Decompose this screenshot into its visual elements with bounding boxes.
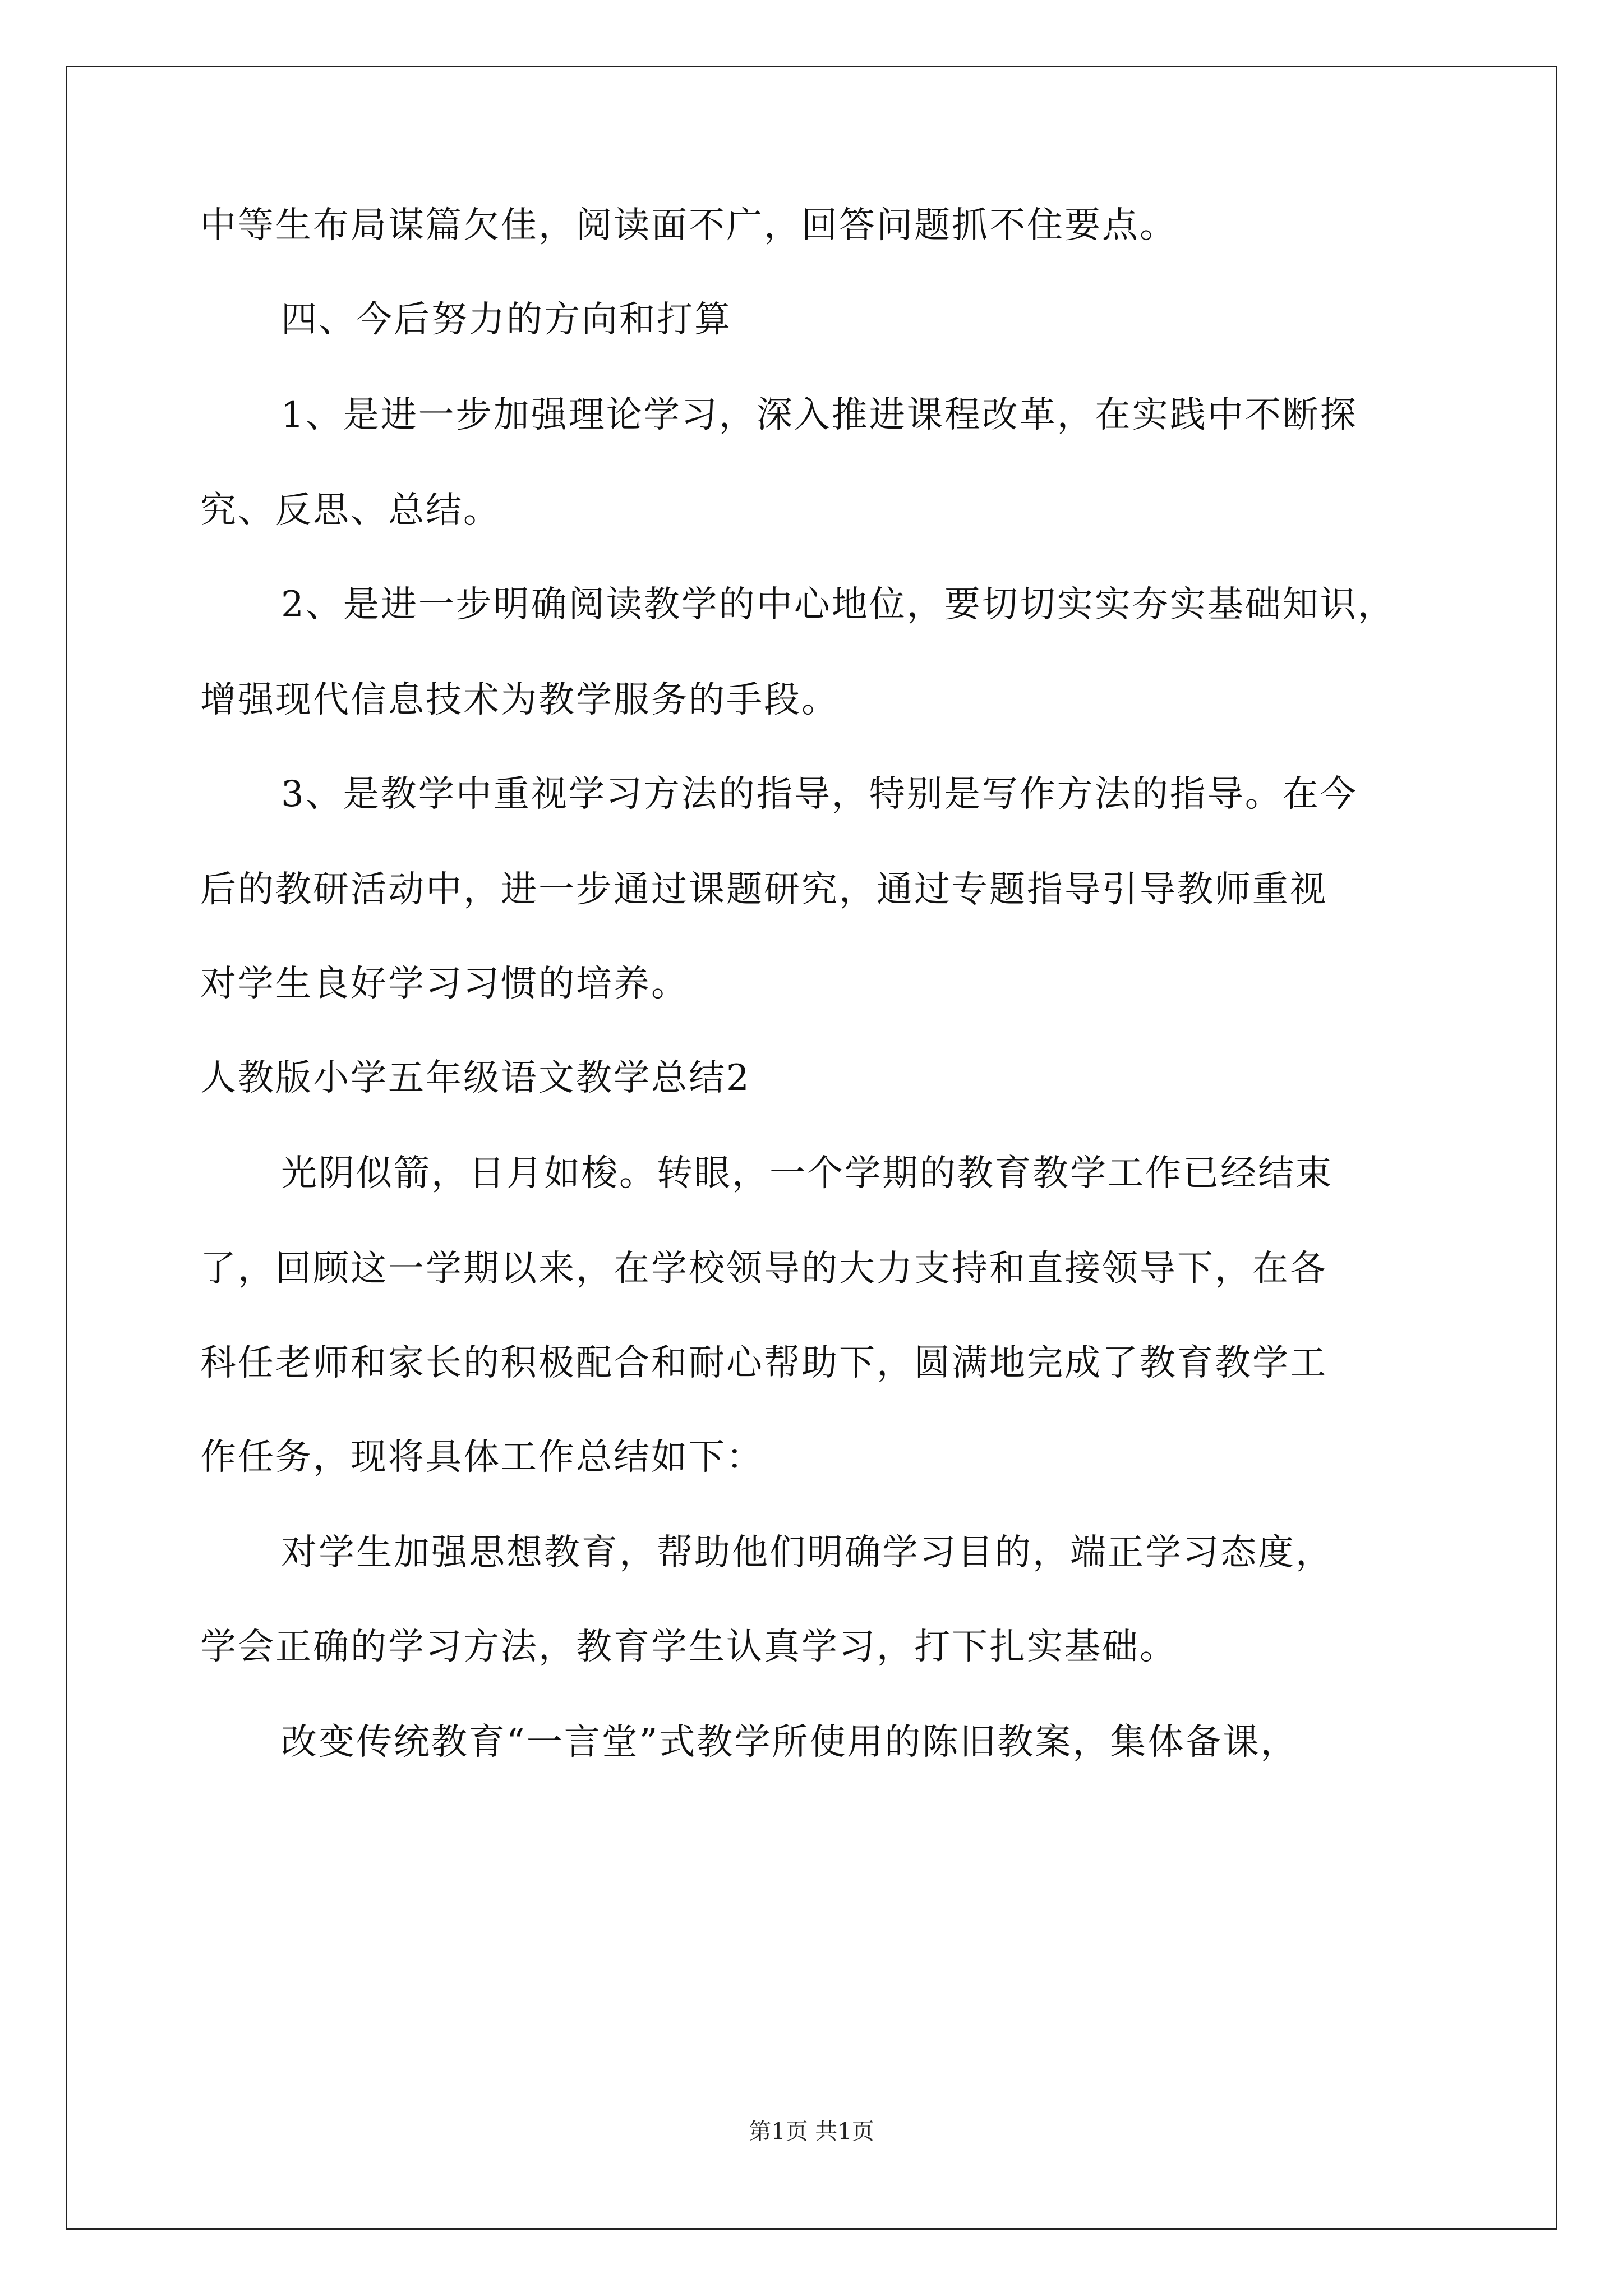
paragraph-line: 中等生布局谋篇欠佳，阅读面不广，回答问题抓不住要点。 bbox=[200, 205, 1177, 246]
paragraph-line: 3、是教学中重视学习方法的指导，特别是写作方法的指导。在今 bbox=[281, 774, 1358, 815]
paragraph-line: 光阴似箭，日月如梭。转眼，一个学期的教育教学工作已经结束 bbox=[281, 1153, 1333, 1194]
paragraph-line: 作任务，现将具体工作总结如下： bbox=[200, 1437, 764, 1478]
paragraph-line: 1、是进一步加强理论学习，深入推进课程改革，在实践中不断探 bbox=[281, 394, 1358, 436]
paragraph-line: 增强现代信息技术为教学服务的手段。 bbox=[200, 679, 839, 721]
paragraph-line: 究、反思、总结。 bbox=[200, 490, 501, 531]
paragraph-line: 对学生良好学习习惯的培养。 bbox=[200, 963, 689, 1005]
paragraph-line: 学会正确的学习方法，教育学生认真学习，打下扎实基础。 bbox=[200, 1626, 1177, 1668]
document-title: 人教版小学五年级语文教学总结2 bbox=[200, 1057, 751, 1099]
page-border bbox=[66, 66, 1557, 2230]
paragraph-line: 对学生加强思想教育，帮助他们明确学习目的，端正学习态度， bbox=[281, 1532, 1333, 1573]
paragraph-line: 改变传统教育“一言堂”式教学所使用的陈旧教案，集体备课， bbox=[281, 1722, 1298, 1763]
section-heading: 四、今后努力的方向和打算 bbox=[281, 299, 732, 341]
paragraph-line: 2、是进一步明确阅读教学的中心地位，要切切实实夯实基础知识， bbox=[281, 584, 1395, 625]
paragraph-line: 了，回顾这一学期以来，在学校领导的大力支持和直接领导下，在各 bbox=[200, 1248, 1327, 1290]
paragraph-line: 科任老师和家长的积极配合和耐心帮助下，圆满地完成了教育教学工 bbox=[200, 1342, 1327, 1384]
page-footer: 第1页 共1页 bbox=[749, 2119, 874, 2145]
paragraph-line: 后的教研活动中，进一步通过课题研究，通过专题指导引导教师重视 bbox=[200, 869, 1327, 910]
